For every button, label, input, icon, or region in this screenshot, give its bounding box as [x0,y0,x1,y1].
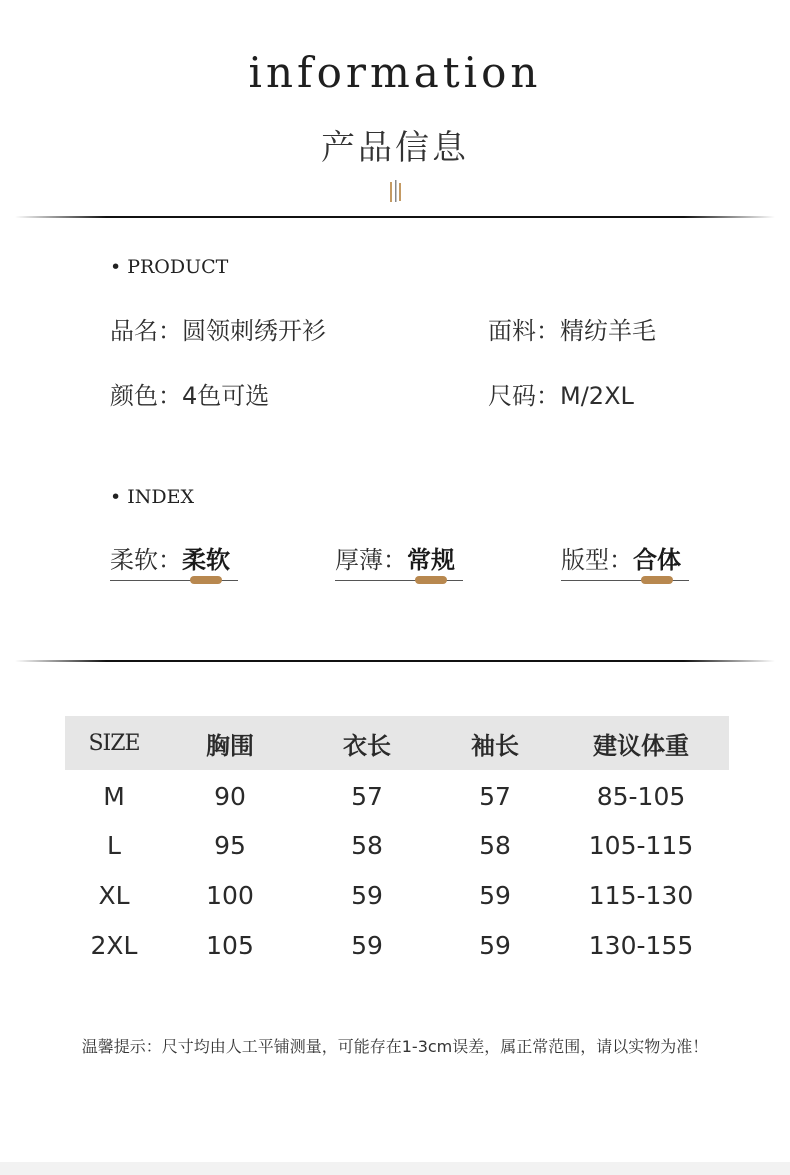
table-cell: 58 [479,830,511,860]
header-sleeve: 袖长 [437,716,553,770]
table-cell: 105 [206,930,254,960]
field-color: 颜色：4色可选 [110,382,270,410]
table-cell: 58 [351,830,383,860]
field-fabric: 面料：精纺羊毛 [488,317,656,345]
field-product-name: 品名：圆领刺绣开衫 [110,317,326,345]
table-row [65,920,729,970]
index-fit: 版型：合体 [561,540,691,575]
table-header-row [65,716,729,770]
table-cell: 2XL [90,930,138,960]
header-length: 衣长 [297,716,437,770]
table-cell: 115-130 [588,880,694,910]
bottom-band [0,1162,790,1175]
header-size: SIZE [65,716,163,770]
table-cell: 57 [351,781,383,811]
table-cell: 130-155 [588,930,694,960]
title-english: information [248,48,542,97]
index-level-marker [190,576,222,584]
divider-middle [15,660,775,662]
decorative-lines-icon [389,180,403,204]
table-cell: 105-115 [588,830,694,860]
divider-top [15,216,775,218]
table-cell: 59 [351,930,383,960]
measurement-note: 温馨提示：尺寸均由人工平铺测量，可能存在1-3cm误差，属正常范围，请以实物为准！ [81,1037,709,1056]
header-weight: 建议体重 [553,716,729,770]
table-cell: 59 [479,930,511,960]
field-size: 尺码：M/2XL [488,382,634,410]
title-chinese: 产品信息 [321,128,469,168]
index-level-marker [641,576,673,584]
index-softness: 柔软：柔软 [110,540,240,575]
section-label-product: • PRODUCT [110,256,229,278]
table-cell: 59 [351,880,383,910]
index-thickness: 厚薄：常规 [335,540,465,575]
table-row [65,770,729,820]
table-row [65,820,729,870]
table-cell: 57 [479,781,511,811]
size-table [65,716,729,970]
table-cell: 85-105 [596,781,686,811]
section-label-index: • INDEX [110,486,194,508]
table-cell: 59 [479,880,511,910]
table-cell: XL [98,880,130,910]
index-level-marker [415,576,447,584]
table-row [65,870,729,920]
table-cell: 90 [214,781,246,811]
table-cell: 100 [206,880,254,910]
table-cell: M [103,781,125,811]
table-cell: 95 [214,830,246,860]
header-chest: 胸围 [163,716,297,770]
table-cell: L [107,830,121,860]
